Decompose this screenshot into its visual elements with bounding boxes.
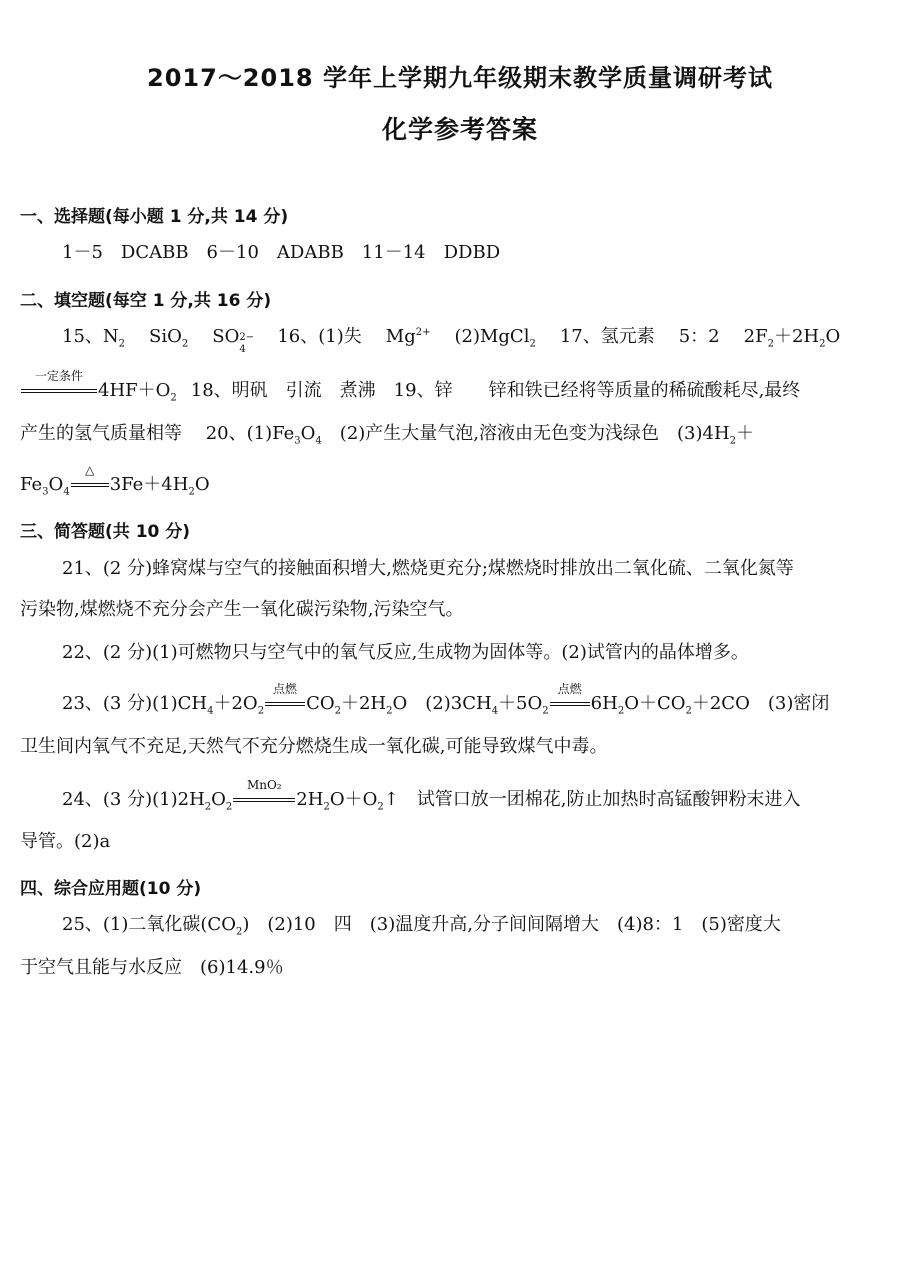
fill-line-4: $Fe_3O_4$ △ $3Fe+4H_2O$: [20, 463, 210, 498]
exam-title: 2017～2018 学年上学期九年级期末教学质量调研考试: [147, 64, 773, 92]
section-4-heading: 四、综合应用题(10 分): [20, 879, 202, 899]
fill-line-2: 一定条件 $4HF+O_2$ 18、明矾 引流 煮沸 19、锌 锌和铁已经将等质量的稀硫酸耗尽,最终: [20, 382, 900, 400]
fill-line-3: 产生的氢气质量相等 20、$(1)Fe_3O_4$ (2)产生大量气泡,溶液由无色变为浅绿色 $(3)4H_2+$: [20, 423, 755, 447]
heat-condition: △: [71, 476, 109, 494]
q24-line-1: 24、(3 分)$(1)2H_2O_2$ MnO₂ $2H_2O+O_2↑$ 试管口放一团棉花,防止加热时高锰酸钾粉末进入: [62, 778, 801, 813]
answer-subtitle: 化学参考答案: [381, 115, 538, 144]
q21-line-1: 21、(2 分)蜂窝煤与空气的接触面积增大,燃烧更充分;煤燃烧时排放出二氧化硫、二氧化氮等: [62, 558, 794, 579]
q21-line-2: 污染物,煤燃烧不充分会产生一氧化碳污染物,污染空气。: [20, 599, 464, 620]
section-2-heading: 二、填空题(每空 1 分,共 16 分): [20, 291, 272, 311]
q23-line-1: 23、(3 分)$(1)CH_4+2O_2$ 点燃 $CO_2+2H_2O$ $(2)3CH_4+5O_2$ 点燃 $6H_2O+CO_2+2CO$ (3)密闭: [62, 682, 830, 717]
q23-line-2: 卫生间内氧气不充足,天然气不充分燃烧生成一氧化碳,可能导致煤气中毒。: [20, 736, 608, 757]
reaction-condition: 一定条件: [21, 382, 97, 400]
catalyst-condition: MnO₂: [233, 791, 295, 809]
q25-line-2: 于空气且能与水反应 (6)14.9％: [20, 957, 284, 978]
q25-line-1: 25、(1)二氧化碳$(CO_2)$ (2)10 四 (3)温度升高,分子间间隔增大 (4)8：1 (5)密度大: [62, 914, 781, 938]
fill-line-1: 15、$N_2$ SiO$_2$ SO 2− 4 16、(1)失 $Mg^{2+}$ (2)MgCl$_2$ 17、氢元素 5：2 $2F_2+2H_2O$: [62, 326, 841, 355]
ignite-condition: 点燃: [550, 695, 590, 713]
ignite-condition: 点燃: [265, 695, 305, 713]
section-3-heading: 三、简答题(共 10 分): [20, 522, 191, 542]
q22-line: 22、(2 分)(1)可燃物只与空气中的氧气反应,生成物为固体等。(2)试管内的晶体增多。: [62, 642, 749, 663]
q24-line-2: 导管。(2)a: [20, 831, 111, 852]
section-1-heading: 一、选择题(每小题 1 分,共 14 分): [20, 207, 289, 227]
choice-answers: 1－5 DCABB 6－10 ADABB 11－14 DDBD: [62, 242, 501, 263]
